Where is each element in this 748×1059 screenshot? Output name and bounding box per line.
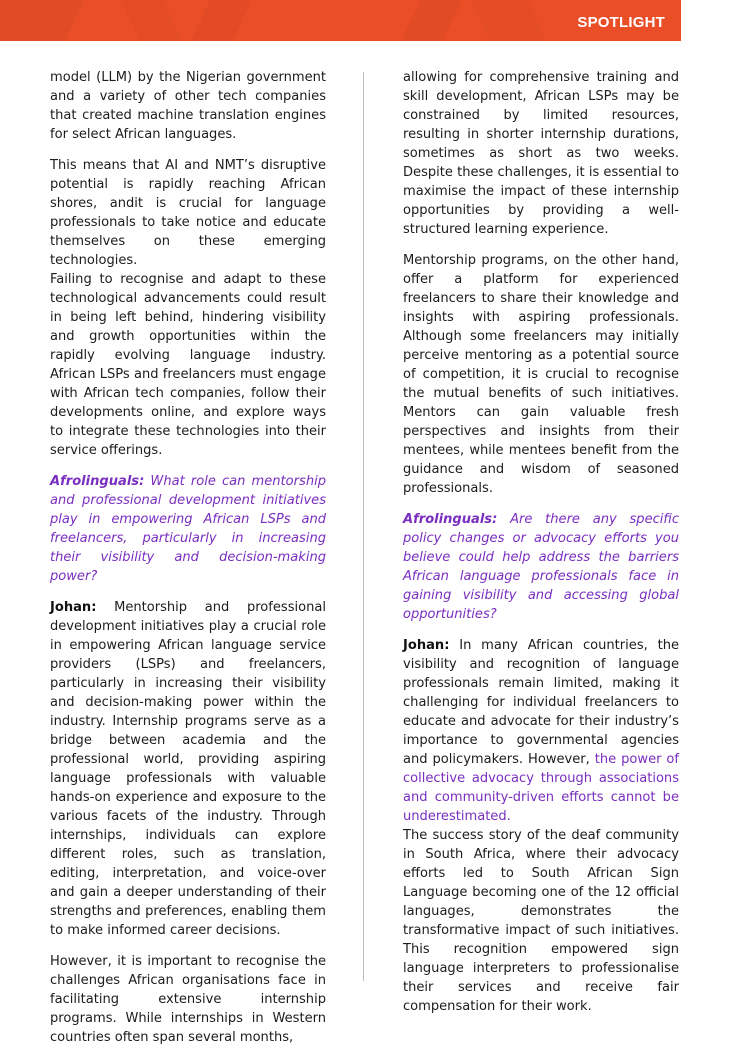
answer-text: Mentorship and professional development initiatives play a crucial role in empowering African language service providers (LSPs) and freelancers, particularly in increasing their visibility and decision-making power within the industry. Internship programs serve as a bridge between academia and the professional world, providing aspiring language professionals with valuable hands-on experience and exposure to the various facets of the industry. Through internships, individuals can explore different roles, such as translation, editing, interpretation, and voice-over and gain a deeper understanding of their strengths and preferences, enabling them to make informed career decisions. [50, 600, 326, 938]
interview-question [403, 510, 679, 624]
paragraph: The success story of the deaf community in South Africa, where their advocacy efforts led to South African Sign Language becoming one of the 12 official languages, demonstrates the transformative impact of such initiatives. This recognition empowered sign language interpreters to professionalise their services and receive fair compensation for their work. [403, 828, 679, 1014]
left-column [50, 68, 326, 1059]
question-text: What role can mentorship and professional development initiatives play in empowering African LSPs and freelancers, particularly in increasing their visibility and decision-making power? [50, 474, 326, 584]
interview-question [50, 472, 326, 586]
question-speaker: Afrolinguals: [50, 474, 145, 489]
paragraph: Failing to recognise and adapt to these technological advancements could result in being left behind, hindering visibility and growth opportunities within the rapidly evolving language industry. African LSPs and freelancers must engage with African tech companies, follow their developments online, and explore ways to integrate these technologies into their service offerings. [50, 272, 326, 458]
paragraph: model (LLM) by the Nigerian government and a variety of other tech companies that created machine translation engines for select African languages. [50, 70, 326, 142]
question-speaker: Afrolinguals: [403, 512, 498, 527]
paragraph: This means that AI and NMT’s disruptive potential is rapidly reaching African shores, andit is crucial for language professionals to take notice and educate themselves on these emerging technologies. [50, 158, 326, 268]
answer-text: In many African countries, the visibility and recognition of language professionals remain limited, making it challenging for individual freelancers to educate and advocate for their industry’s importance to governmental agencies and policymakers. However, [403, 638, 679, 767]
interview-answer [403, 636, 679, 826]
paragraph: allowing for comprehensive training and skill development, African LSPs may be constrained by limited resources, resulting in shorter internship durations, sometimes as short as two weeks. Despite these challenges, it is essential to maximise the impact of these internship opportunities by providing a well-structured learning experience. [403, 70, 679, 237]
answer-speaker: Johan: [50, 600, 97, 615]
paragraph: Mentorship programs, on the other hand, offer a platform for experienced freelancers to share their knowledge and insights with aspiring professionals. Although some freelancers may initially perceive mentoring as a potential source of competition, it is crucial to recognise the mutual benefits of such initiatives. Mentors can gain valuable fresh perspectives and insights from their mentees, while mentees benefit from the guidance and wisdom of seasoned professionals. [403, 253, 679, 496]
column-divider [363, 72, 364, 981]
right-column [403, 68, 679, 1028]
section-label: SPOTLIGHT [577, 14, 665, 31]
question-text: Are there any specific policy changes or advocacy efforts you believe could help address the barriers African language professionals face in gaining visibility and accessing global opportunities? [403, 512, 679, 622]
answer-speaker: Johan: [403, 638, 450, 653]
paragraph: However, it is important to recognise the challenges African organisations face in facilitating extensive internship programs. While internships in Western countries often span several months, [50, 954, 326, 1045]
interview-answer [50, 598, 326, 940]
highlighted-text: the power of collective advocacy through associations and community-driven efforts cannot be underestimated. [403, 752, 680, 824]
section-banner [0, 0, 681, 41]
